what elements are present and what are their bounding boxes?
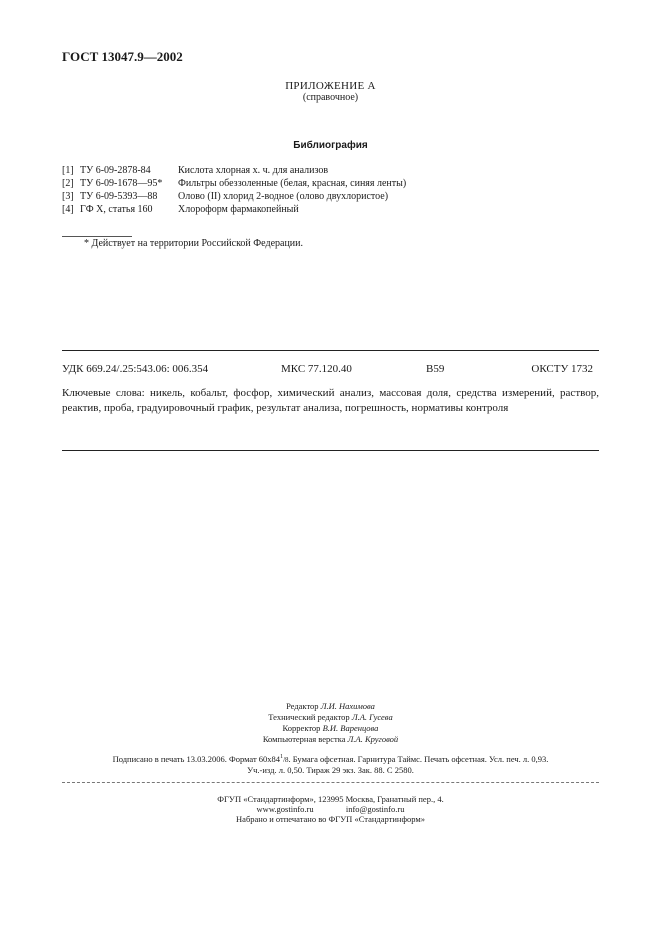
bibliography-item-text: Хлороформ фармакопейный bbox=[178, 204, 299, 215]
udc-code: УДК 669.24/.25:543.06: 006.354 bbox=[62, 363, 209, 375]
editor-name: Л.И. Нахимова bbox=[320, 701, 375, 711]
bibliography-item bbox=[62, 203, 406, 216]
footnote: * Действует на территории Российской Федерации. bbox=[84, 238, 303, 249]
bibliography-item-code: ТУ 6-09-2878-84 bbox=[80, 165, 151, 176]
format-subscript: /8 bbox=[283, 756, 289, 764]
layout-label: Компьютерная верстка bbox=[262, 734, 346, 744]
bibliography-item bbox=[62, 190, 406, 203]
footnote-separator bbox=[62, 236, 132, 237]
imprint-corrector bbox=[0, 723, 661, 733]
bibliography-item-number: [3] bbox=[62, 191, 74, 202]
bibliography-item-number: [2] bbox=[62, 178, 74, 189]
corrector-name: В.И. Варенцова bbox=[322, 723, 379, 733]
bibliography-item-text: Олово (II) хлорид 2-водное (олово двухлористое) bbox=[178, 191, 389, 202]
tech-editor-name: Л.А. Гусева bbox=[351, 712, 393, 722]
bibliography-item-text: Кислота хлорная х. ч. для анализов bbox=[178, 165, 329, 176]
format-superscript: 1 bbox=[280, 754, 284, 761]
group-code: В59 bbox=[426, 363, 445, 375]
print-details-rest: . Бумага офсетная. Гарнитура Таймс. Печать офсетная. Усл. печ. л. 0,93. bbox=[288, 754, 549, 764]
imprint-dashed-separator bbox=[62, 782, 599, 783]
editor-label: Редактор bbox=[286, 701, 319, 711]
bibliography-item-number: [4] bbox=[62, 204, 74, 215]
publisher-printing: Набрано и отпечатано во ФГУП «Стандартинформ» bbox=[236, 814, 425, 824]
imprint-tech-editor bbox=[0, 712, 661, 722]
bibliography-title: Библиография bbox=[293, 140, 368, 151]
publisher-contacts bbox=[0, 804, 661, 814]
print-details-start: Подписано в печать 13.03.2006. Формат 60x84 bbox=[112, 754, 281, 764]
imprint-layout bbox=[0, 734, 661, 744]
bibliography-item-code: ГФ X, статья 160 bbox=[80, 204, 153, 215]
bibliography-item bbox=[62, 164, 406, 177]
bibliography-item-code: ТУ 6-09-1678—95* bbox=[80, 178, 163, 189]
keywords: Ключевые слова: никель, кобальт, фосфор, химический анализ, массовая доля, средства измерений, раствор, реактив, проба, градуировочный график, результат анализа, погрешность, нормативы контроля bbox=[62, 387, 599, 414]
publisher-website-link[interactable]: www.gostinfo.ru bbox=[256, 804, 314, 814]
tech-editor-label: Технический редактор bbox=[268, 712, 350, 722]
appendix-title: ПРИЛОЖЕНИЕ А bbox=[285, 80, 376, 92]
print-details-line2: Уч.-изд. л. 0,50. Тираж 29 экз. Зак. 88. С 2580. bbox=[247, 765, 414, 775]
layout-name: Л.А. Круговой bbox=[347, 734, 399, 744]
imprint-editor bbox=[0, 701, 661, 711]
publisher-email-link[interactable]: info@gostinfo.ru bbox=[345, 804, 405, 814]
publisher-address: ФГУП «Стандартинформ», 123995 Москва, Гранатный пер., 4. bbox=[217, 794, 444, 804]
corrector-label: Корректор bbox=[282, 723, 321, 733]
bibliography-item-number: [1] bbox=[62, 165, 74, 176]
classification-top-rule bbox=[62, 350, 599, 351]
bibliography-item-text: Фильтры обеззоленные (белая, красная, синяя ленты) bbox=[178, 178, 407, 189]
mks-code: МКС 77.120.40 bbox=[281, 363, 352, 375]
document-code: ГОСТ 13047.9—2002 bbox=[62, 49, 183, 64]
print-details-line1 bbox=[0, 754, 661, 764]
bibliography-list bbox=[62, 164, 406, 216]
keywords-bottom-rule bbox=[62, 450, 599, 451]
okstu-code: ОКСТУ 1732 bbox=[531, 363, 593, 375]
appendix-subtitle: (справочное) bbox=[302, 92, 359, 103]
bibliography-item bbox=[62, 177, 406, 190]
bibliography-item-code: ТУ 6-09-5393—88 bbox=[80, 191, 158, 202]
